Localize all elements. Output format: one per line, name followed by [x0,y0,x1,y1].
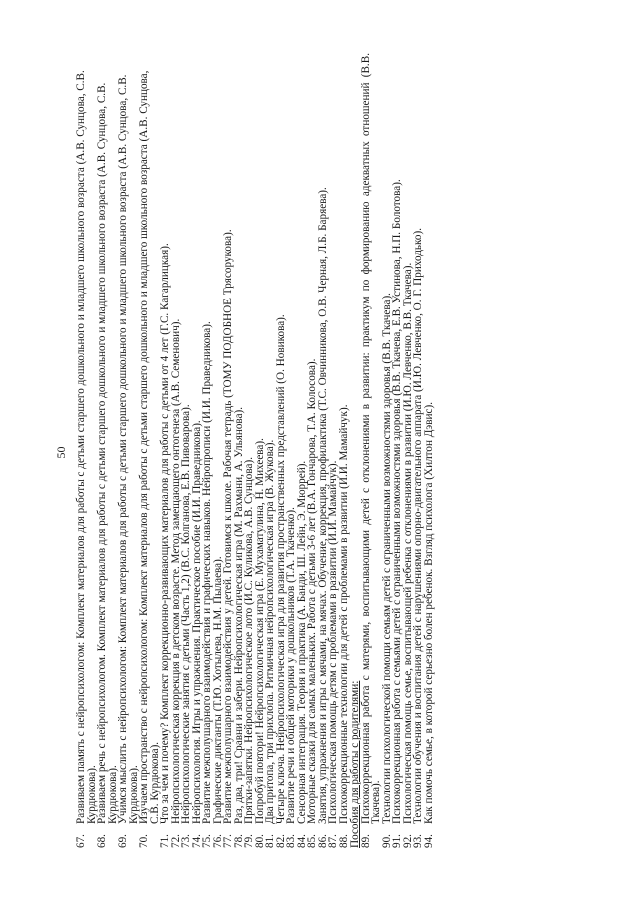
bibliography-entry [286,53,297,848]
entry-number: 91. [391,834,403,848]
entry-text: Графические диктанты (Т.Ю. Хотылева, Н.М. Пылаева). [211,556,224,824]
entry-text: Психокоррекционная работа с матерями, воспитывающими детей с отклонениями в развитии: практикум по формированию адекватных отношений (В.В. Ткачева). [359,53,382,824]
entry-number: 88. [337,834,350,848]
entry-text: Технологии психологической помощи семьям детей с ограниченными возможностями здоровья (В.В. Ткачева). [380,293,393,824]
entry-number: 75. [201,834,213,848]
entry-number: 78. [232,834,245,848]
bibliography-entry [244,53,255,848]
entry-number: 94. [422,834,435,848]
entry-number: 86. [316,834,329,848]
entry-text: Что за чем и почему? Комплект коррекционно-развивающих материалов для работы с детьми от 4 лет (Г.С. Кагарлицкая). [159,243,171,824]
entry-text: Развитие речи и общей моторики у дошкольников (Т.А. Ткаченко). [285,507,297,824]
bibliography-entry [424,53,435,848]
bibliography-entry [97,53,118,848]
page-number: 50 [54,446,68,459]
bibliography-entry [76,53,97,848]
entry-text: Психокоррекционная работа с семьями детей с ограниченными возможностями здоровья (В.В. Ткачева, Е.В. Устинова, Н.П. Болотова). [391,179,403,824]
entry-number: 80. [253,834,266,848]
entry-text: Развитие межполушарного взаимодействия и графических навыков. Нейропрописи (И.И. Праведникова). [201,321,213,824]
entry-text: Изучаем пространство с нейропсихологом: Комплект материалов для работы с детьми старшего дошкольного и младшего школьного возраста (А.В. Сунцова, С.В. Курдюкова). [138,70,161,824]
entry-text: Нейропсихологические занятия с детьми (Часть 1,2) (В.С. Колганова, Е.В. Пивоварова). [180,404,192,824]
entry-number: 82. [274,834,287,848]
bibliography-entry [392,53,403,848]
entry-text: Два притопа, три прихлопа. Ритмичная нейропсихологическая игра (В. Жукова). [264,439,276,824]
entry-number: 93. [412,834,424,848]
bibliography-entry [139,53,160,848]
entry-number: 72. [169,834,182,848]
entry-number: 67. [75,834,87,848]
entry-number: 90. [380,834,393,848]
entry-number: 79. [243,834,255,848]
bibliography-list [76,53,434,848]
bibliography-entry [181,53,192,848]
entry-text: Занятия, упражнения и игры с мячами, на мячах. Обучение, коррекция, профилактика (Т.С. Овчинникова, О.В. Черная, Л.Б. Баряева). [316,187,329,824]
bibliography-entry [339,53,350,848]
entry-text: Раз, два, три! Сравни и забери. Нейропсихологическая игра (М. Рахмани, А. Ульянова). [232,406,245,824]
entry-number: 73. [180,834,192,848]
entry-number: 68. [96,834,108,848]
bibliography-entry [413,53,424,848]
entry-text: Психокоррекционные технологии для детей с проблемами в развитии (И.И. Мамайчук). [337,404,350,824]
rotated-page [50,45,595,860]
entry-text: Психологическая помощь детям с проблемами в развитии (И.И. Мамайчук). [327,460,339,824]
entry-number: 77. [222,834,234,848]
bibliography-entry [361,53,382,848]
entry-number: 84. [295,834,308,848]
entry-text: Прятки-запятки. Нейропсихологическое лото (И.С. Куликова, А.В. Сунцова). [243,456,255,824]
bibliography-entry [223,53,234,848]
entry-text: Развиваем речь с нейропсихологом. Комплект материалов для работы с детьми старшего дошкольного и младшего школьного возраста (А.В. Сунцова, С.В. Курдюкова). [96,82,119,824]
entry-text: Сенсорная интеграция. Теория и практика (А. Банди, Ш. Лейн, Э. Мюррей). [295,460,308,824]
entry-number: 69. [117,834,129,848]
bibliography-entry [328,53,339,848]
entry-number: 92. [401,834,414,848]
bibliography-entry [160,53,171,848]
entry-text: Моторные сказки для самых маленьких. Работа с детьми 3-6 лет (В.А. Гончарова, Т.А. Колосова). [306,358,318,824]
entry-number: 89. [359,834,372,848]
entry-text: Четыре ключа. Нейропсихологическая игра для развития пространственных представлений (О. Новикова). [274,314,287,824]
bibliography-entry [118,53,139,848]
entry-text: Как помочь семье, в которой серьезно болен ребенок. Взгляд психолога (Хилтон Дэвис). [422,402,435,824]
entry-number: 81. [264,834,276,848]
entry-number: 71. [159,834,171,848]
entry-text: Нейропсихология. Игры и упражнения. Практическое пособие (И.И. Праведникова). [190,420,203,824]
entry-number: 76. [211,834,224,848]
entry-text: Развитие межполушарного взаимодействия у детей. Готовимся к школе. Рабочая тетрадь (ТОМУ ПОДОБНОЕ Трясорукова). [222,229,234,824]
bibliography-entry [265,53,276,848]
entry-text: Учимся мыслить с нейропсихологом: Комплект материалов для работы с детьми старшего дошкольного и младшего школьного возраста (А.В. Сунцова, С.В. Курдюкова). [117,74,140,824]
entry-number: 70. [138,834,150,848]
entry-text: Развиваем память с нейропсихологом: Комплект материалов для работы с детьми старшего дошкольного и младшего школьного возраста (А.В. Сунцова, С.В. Курдюкова). [75,70,98,824]
entry-text: Нейропсихологическая коррекция в детском возрасте. Метод замещающего онтогенеза (А.В. Семенович). [169,318,182,824]
bibliography-entry [307,53,318,848]
entry-number: 87. [327,834,339,848]
entry-number: 74. [190,834,203,848]
entry-number: 85. [306,834,318,848]
entry-text: Попробуй повтори! Нейропсихологическая игра (Е. Мухаматулина, Н. Михеева). [253,438,266,824]
entry-number: 83. [285,834,297,848]
entry-text: Технологии обучения и воспитания детей с нарушениями опорно-двигательного аппарата (И.Ю. Левченко, О. Г. Приходько). [412,227,424,824]
entry-text: Психологическая помощь семье, воспитывающей ребенка с отклонениями в развитии (И.Ю. Левченко, В.В. Ткачева). [401,262,414,824]
bibliography-entry [202,53,213,848]
section-title: Пособия для работы с родителями: [349,680,361,848]
